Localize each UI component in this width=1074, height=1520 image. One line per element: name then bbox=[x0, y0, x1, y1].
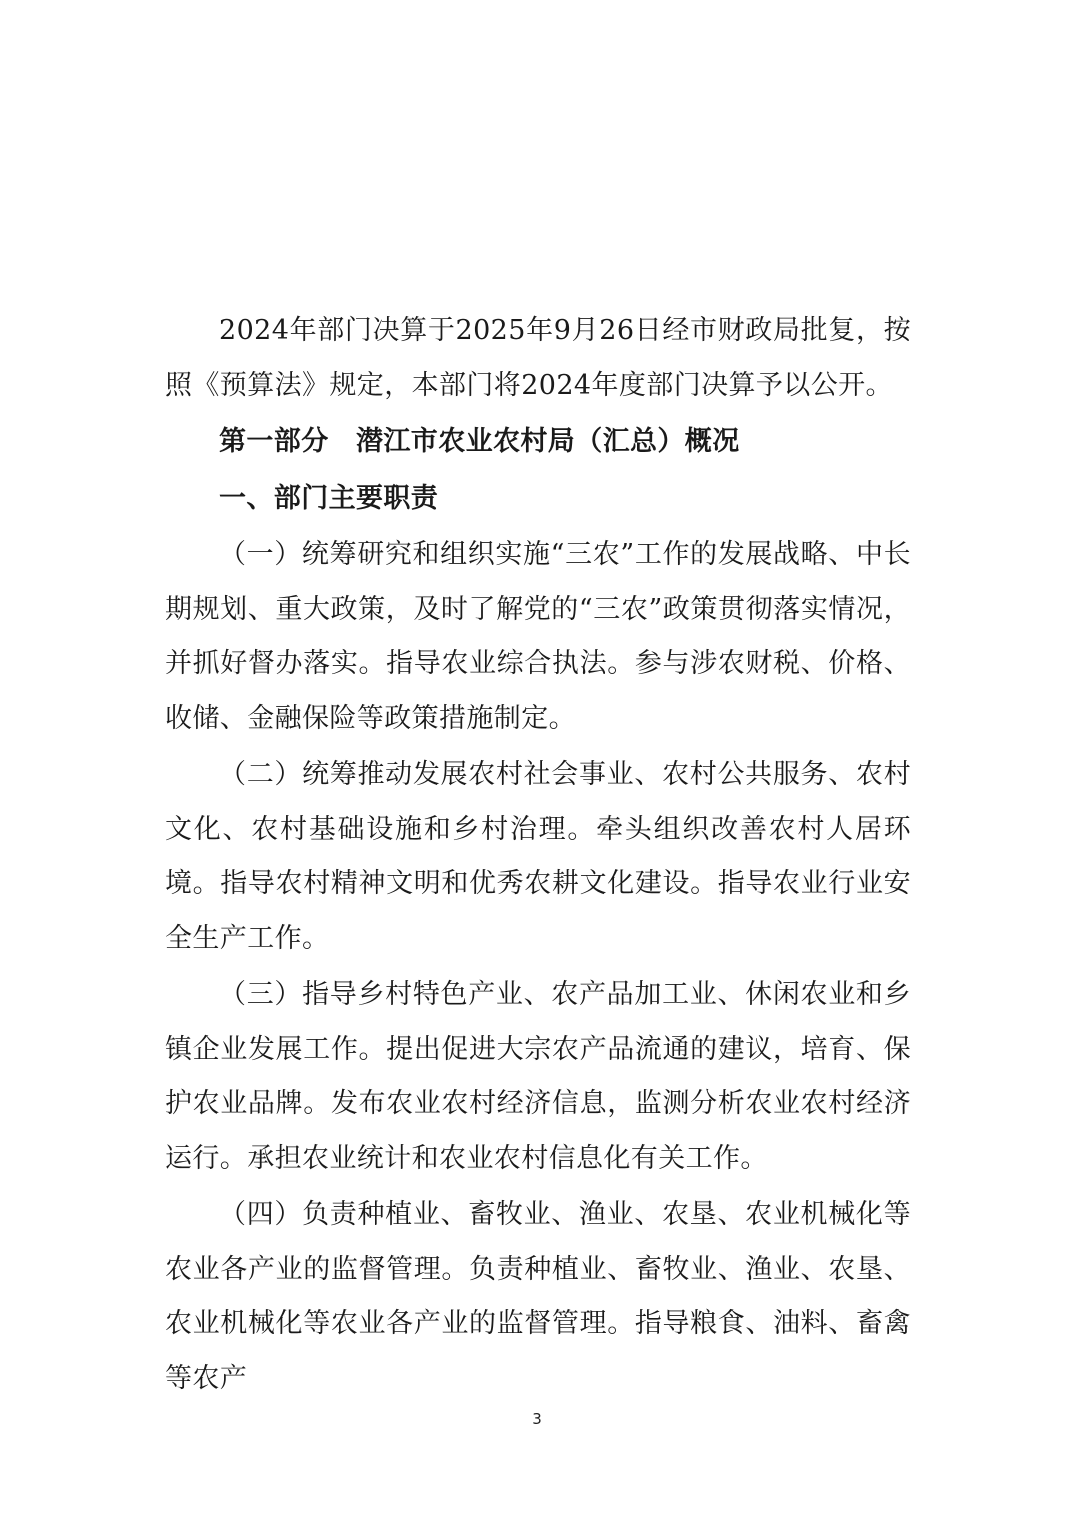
duty-paragraph-3: （三）指导乡村特色产业、农产品加工业、休闲农业和乡镇企业发展工作。提出促进大宗农产品流通的建议，培育、保护农业品牌。发布农业农村经济信息，监测分析农业农村经济运行。承担农业统计和农业农村信息化有关工作。 bbox=[165, 979, 911, 1174]
document-body bbox=[165, 304, 911, 1406]
part-heading: 第一部分 潜江市农业农村局（汇总）概况 bbox=[219, 426, 740, 457]
duty-paragraph-1: （一）统筹研究和组织实施“三农”工作的发展战略、中长期规划、重大政策，及时了解党的“三农”政策贯彻落实情况，并抓好督办落实。指导农业综合执法。参与涉农财税、价格、收储、金融保险等政策措施制定。 bbox=[165, 539, 911, 734]
intro-paragraph: 2024年部门决算于2025年9月26日经市财政局批复，按照《预算法》规定，本部门将2024年度部门决算予以公开。 bbox=[165, 315, 911, 401]
section-heading: 一、部门主要职责 bbox=[219, 482, 439, 514]
page-number: 3 bbox=[532, 1410, 542, 1428]
duty-paragraph-4: （四）负责种植业、畜牧业、渔业、农垦、农业机械化等农业各产业的监督管理。负责种植业、畜牧业、渔业、农垦、农业机械化等农业各产业的监督管理。指导粮食、油料、畜禽等农产 bbox=[165, 1199, 911, 1394]
duty-paragraph-2: （二）统筹推动发展农村社会事业、农村公共服务、农村文化、农村基础设施和乡村治理。牵头组织改善农村人居环境。指导农村精神文明和优秀农耕文化建设。指导农业行业安全生产工作。 bbox=[165, 759, 911, 954]
